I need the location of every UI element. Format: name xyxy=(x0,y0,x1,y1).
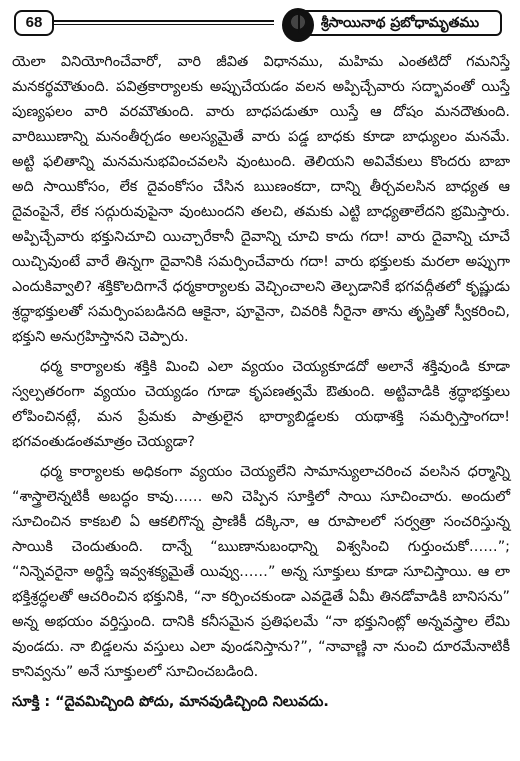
header-rule xyxy=(52,20,274,25)
page-number: 68 xyxy=(14,10,54,36)
body-text xyxy=(12,50,510,715)
paragraph: యెలా వినియోగించేవారో, వారి జీవిత విధానము, మహిమ ఎంతటిదో గమనిస్తే మనకర్థమౌతుంది. పవిత్రకార్యాలకు అప్పుచేయడం వలన అప్పిచ్చేవారు సద్భావంతో యిస్తే పుణ్యఫలం వారి వరమౌతుంది. వారు బాధపడుతూ యిస్తే ఆ దోషం మనదౌతుంది. వారిఋణాన్ని మనంతీర్చడం అలస్యమైతే వారు పడ్డ బాధకు కూడా బాధ్యులం మనమే. అట్టి ఫలితాన్ని మనమనుభవించవలసి వుంటుంది. తెలియని అవివేకులు కొందరు బాబా అది సాయికోసం, లేక దైవంకోసం చేసిన ఋణంకదా, దాన్ని తీర్చవలసిన బాధ్యత ఆ దైవంపైనే, లేక సద్గురువుపైనా వుంటుందని తలచి, తమకు ఎట్టి బాధ్యతాలేదని భ్రమిస్తారు. అప్పిచ్చేవారు భక్తునిచూచి యిచ్చారేకానీ దైవాన్ని చూచి కాదు గదా! వారు దైవాన్ని చూచే యిచ్చివుంటే వారే తిన్నగా దైవానికి సమర్పించేవారు గదా! వారు భక్తులకు మరలా అప్పుగా ఎందుకివ్వాలి? శక్తికొలదిగానే ధర్మకార్యాలకు వెచ్చించాలని తెల్పడానికే భగవద్గీతలో కృష్ణుడు శ్రద్ధాభక్తులతో సమర్పింపబడినది ఆకైనా, పూవైనా, చివరికి నీరైనా తాను తృప్తితో స్వీకరించి, భక్తుని అనుగ్రహిస్తానని చెప్పారు. xyxy=(12,54,510,345)
paragraph: ధర్మ కార్యాలకు శక్తికి మించి ఎలా వ్యయం చెయ్యకూడదో అలానే శక్తివుండి కూడా స్వల్పతరంగా వ్యయం చెయ్యడం గూడా కృపణత్వమే ఔతుంది. అట్టివాడికి శ్రద్ధాభక్తులు లోపించినట్లే, మన ప్రేమకు పాత్రులైన భార్యాబిడ్డలకు యథాశక్తి సమర్పిస్తాంగదా! భగవంతుడంతమాత్రం చెయ్యడా? xyxy=(12,359,510,450)
saying: సూక్తి : “దైవమిచ్చింది పోదు, మానవుడిచ్చింది నిలువదు. xyxy=(12,694,329,710)
page-header xyxy=(12,6,510,46)
paragraph: ధర్మ కార్యాలకు అధికంగా వ్యయం చెయ్యలేని సామాన్యులాచరించ వలసిన ధర్మాన్ని “శాస్త్రాలెన్నటికీ అబద్ధం కావు…… అని చెప్పిన సూక్తిలో సాయి సూచించారు. అందులో సూచించిన కాకబలి ఏ ఆకలిగొన్న ప్రాణికీ దక్కినా, ఆ రూపాలలో సర్వత్రా సంచరిస్తున్న సాయికి చెందుతుంది. దాన్నే “ఋణానుబంధాన్ని విశ్వసించి గుర్తుంచుకో……”; “నిన్నెవరైనా అర్థిస్తే ఇవ్వశక్యమైతే యివ్వు……” అన్న సూక్తులు కూడా సూచిస్తాయి. ఆ లా భక్తిశ్రద్ధలతో ఆచరించిన భక్తునికి, “నా కర్పించకుండా ఎవడైతే ఏమీ తినడోవాడికి బానిసను” అన్న అభయం వర్తిస్తుంది. దానికి కనీసమైన ప్రతిఫలమే “నా భక్తునింట్లో అన్నవస్త్రాల లేమి వుండదు. నా బిడ్డలను వస్తులు ఎలా వుండనిస్తాను?”, “నావాణ్ణి నా నుంచి దూరమేనాటికీ కానివ్వను” అనే సూక్తులలో సూచించబడింది. xyxy=(12,464,510,680)
running-title: శ్రీసాయినాథ ప్రబోధామృతము xyxy=(298,10,502,36)
